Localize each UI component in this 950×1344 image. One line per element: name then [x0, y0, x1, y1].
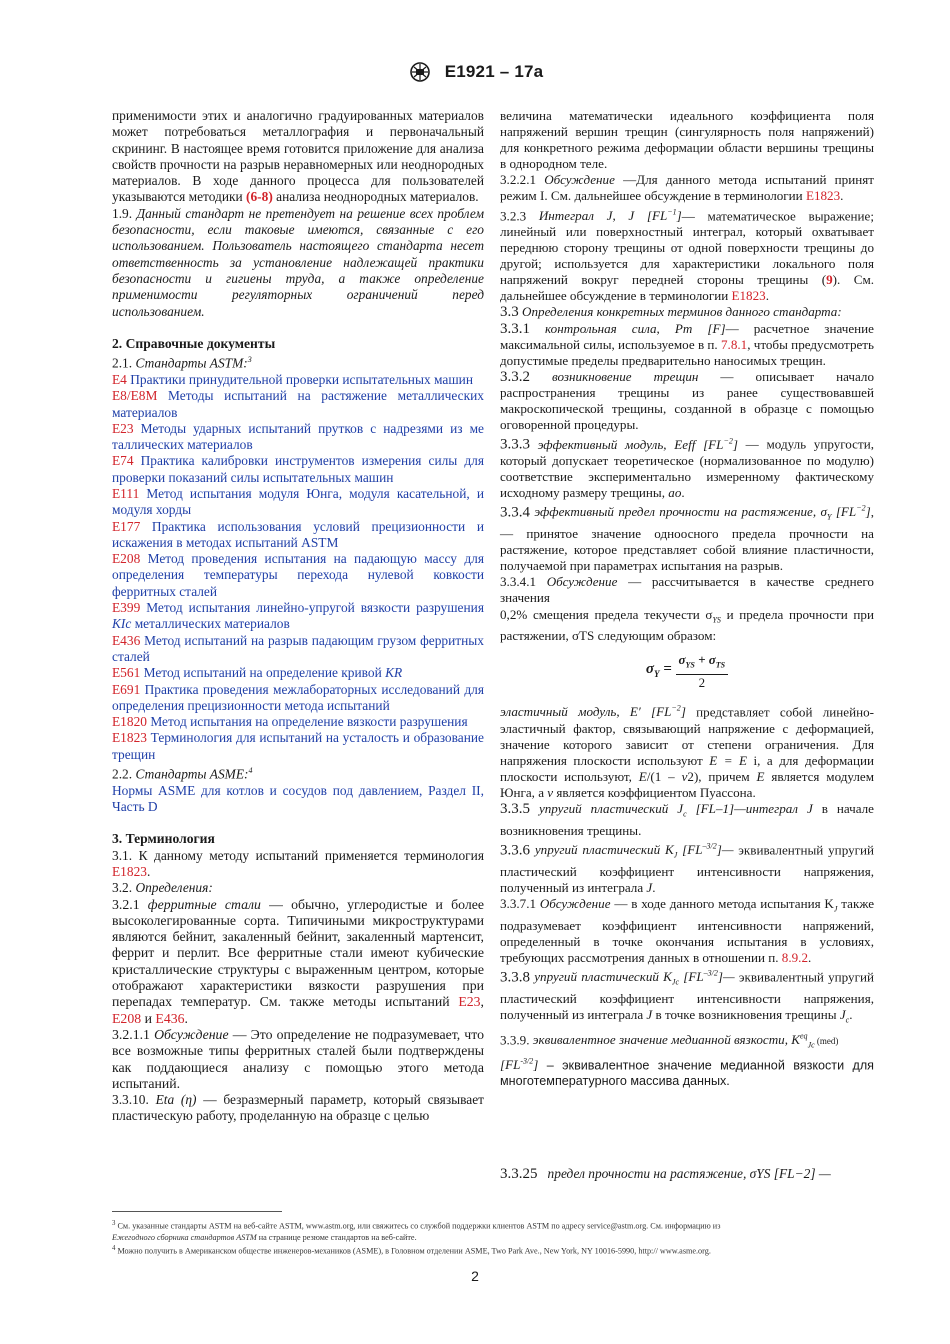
- reference-title-link[interactable]: Практики принудительной проверки испытательных машин: [126, 371, 473, 387]
- reference-item: [112, 453, 484, 486]
- subsection-2-2: 2.2. Стандарты ASME:$^4$: [112, 766, 253, 782]
- reference-code-link[interactable]: E208: [112, 551, 141, 567]
- right-column: [500, 108, 874, 1090]
- subsection-3-3: 3.3 Определения конкретных терминов данного стандарта:: [500, 304, 842, 321]
- reference-title-link[interactable]: Практика калибровки инструментов измерения силы для проверки показаний силы испытательных машин: [112, 453, 484, 485]
- footnote-3: $^3$ См. указанные стандарты ASTM на веб-сайте ASTM, www.astm.org, или свяжитесь со службой поддержки клиентов ASTM по адресу service@astm.org. См. информацию из Ежегодного сборника стандартов ASTM на странице резюме стандартов на веб-сайте.: [112, 1220, 721, 1242]
- astm-logo-icon: [407, 62, 433, 82]
- subsection-3-3-4: 3.3.4 эффективный предел прочности на растяжение, $\sigma_Y$ $[FL^{-2}]$, — принятое значение одноосного предела прочности на растяжение, которое представляет собой влияние пластичности, получаемой при параметрах испытания на разрыв.: [500, 503, 874, 574]
- citation-link[interactable]: E1823: [112, 864, 147, 879]
- citation-link[interactable]: E436: [155, 1010, 185, 1026]
- reference-title-link[interactable]: Практика использования условий прецизионности и искажения в методах испытаний ASTM: [112, 518, 484, 550]
- section-heading: 3. Терминология: [112, 831, 215, 847]
- subsection-3-3-10: 3.3.10. Eta (η) — безразмерный параметр, который связывает пластическую работу, проделанную на образце с целью: [112, 1092, 485, 1124]
- subsection-3-2-2-1: 3.2.2.1 Обсуждение —Для данного метода испытаний принят режим I. См. дальнейшее обсуждение в терминологии E1823.: [500, 172, 874, 204]
- reference-title-link[interactable]: Метод испытаний на определение кривой: [140, 665, 386, 681]
- reference-title-link[interactable]: Метод испытаний на разрыв падающим грузом ферритных сталей: [112, 632, 484, 664]
- paragraph: 0,2% смещения предела текучести $\sigma_{YS}$ и предела прочности при растяжении, σTS следующим образом:: [500, 606, 874, 644]
- asme-reference[interactable]: Нормы ASME для котлов и сосудов под давлением, Раздел II, Часть D: [112, 782, 484, 815]
- reference-list: [112, 372, 484, 763]
- reference-code-link[interactable]: E561: [112, 665, 141, 681]
- paragraph-1-9: 1.9. Данный стандарт не претендует на решение всех проблем безопасности, если таковые имеются, связанные с его использованием. Пользователь настоящего стандарта несет ответственность за установление надлежащей практики безопасности и гигиены труда, а также определение применимости регуляторных ограничений перед использованием.: [112, 205, 484, 319]
- subsection-2-1: 2.1. Стандарты ASTM:$^3$: [112, 355, 252, 371]
- reference-code-link[interactable]: E8/E8M: [112, 388, 158, 404]
- reference-code-link[interactable]: E1820: [112, 714, 147, 730]
- reference-item: [112, 665, 484, 681]
- subsection-3-2-3: 3.2.3 Интеграл J, J $[FL^{-1}]—$ математическое выражение; линейный или поверхностный интеграл, который охватывает переднюю сторону трещины от одной поверхности трещины до другой; используется для характеристики локального поля напряжений вокруг передней стороны трещины (9). См. дальнейшее обсуждение в терминологии E1823.: [500, 207, 874, 304]
- subsection-3-3-2: 3.3.2 возникновение трещин — описывает начало распространения трещины из ранее существовавшей макроскопической трещины, созданной в образце с помощью оговоренной процедуры.: [500, 368, 874, 433]
- reference-code-link[interactable]: E177: [112, 518, 141, 534]
- reference-title-link[interactable]: Метод проведения испытания на падающую массу для определения температуры перехода нулевой ковкости ферритных сталей: [112, 551, 484, 599]
- citation-link[interactable]: 8.9.2: [781, 949, 808, 965]
- reference-item: [112, 633, 484, 666]
- reference-item: [112, 551, 484, 600]
- reference-code-link[interactable]: E4: [112, 371, 127, 387]
- subsection-3-3-5: 3.3.5 упругий пластический $J_c$ [FL–1]—интеграл J в начале возникновения трещины.: [500, 801, 874, 838]
- page-number: 2: [471, 1268, 479, 1284]
- subsection-3-2-1: 3.2.1 ферритные стали — обычно, углеродистые и более высоколегированные сорта. Типичиными микроструктурами являются бейнит, закаленный бейнит, закаленный мартенсит, феррит и перлит. Все ферритные стали имеют кубические кристаллические структуры с выраженным центром, которые отображают характеристики вязкости разрушения при перепадах температур. См. также методы испытаний E23, E208 и E436.: [112, 896, 484, 1026]
- reference-title-link[interactable]: Методы испытаний на растяжение металлических материалов: [112, 388, 484, 420]
- reference-title-link[interactable]: Метод испытания линейно-упругой вязкости разрушения: [140, 600, 484, 616]
- citation-link[interactable]: E208: [112, 1010, 142, 1026]
- document-header: [0, 62, 950, 82]
- paragraph: величина математически идеального коэффициента поля напряжений вершин трещин (сингулярность поля напряжений) для конкретного режима деформации области вершины трещины в однородном теле.: [500, 108, 874, 172]
- subsection-3-2-1-1: 3.2.1.1 Обсуждение — Это определение не подразумевает, что все возможные типы ферритных сталей были подтверждены как поддающиеся анализу с помощью этого метода испытаний.: [112, 1026, 484, 1091]
- subsection-3-3-6: 3.3.6 упругий пластический $K_J$ $[FL^{-3/2}]—$ эквивалентный упругий пластический коэффициент интенсивности напряжения, полученный из интеграла J.: [500, 841, 875, 895]
- reference-title-link[interactable]: Терминология для испытаний на усталость и образование трещин: [112, 730, 484, 762]
- paragraph: применимости этих и аналогично градуированных материалов может потребоваться металлография и первоначальный скрининг. В настоящее время готовится приложение для анализа свойств прочности на разрыв неравномерных или неоднородных материалов. В ходе данного процесса для пользователей указываются методики (6-8) анализа неоднородных материалов.: [112, 108, 484, 205]
- reference-code-link[interactable]: E74: [112, 453, 134, 469]
- subsection-3-3-7-1: 3.3.7.1 Обсуждение — в ходе данного метода испытания $K_J$ также подразумевает коэффициент интенсивности напряжений, определенный в точке окончания испытания в условиях, требующих рассмотрения данных в отношении п. 8.9.2.: [500, 896, 875, 965]
- reference-code-link[interactable]: E399: [112, 600, 141, 616]
- citation-link[interactable]: (6-8): [246, 189, 273, 205]
- paragraph-elastic-modulus: эластичный модуль, E′ $[FL^{-2}]$ представляет собой линейно-эластичный фактор, связывающий напряжение с деформацией, значение которого зависит от степени ограничения. Для напряжения плоскости используют E = E i, а для деформации плоскости используют, E/(1 – v2), причем E является модулем Юнга, а v является коэффициентом Пуассона.: [500, 704, 875, 800]
- reference-item: [112, 372, 484, 388]
- citation-link[interactable]: E1823: [731, 288, 766, 304]
- left-column: [112, 108, 484, 1125]
- reference-symbol: KIc: [112, 616, 132, 632]
- standard-id: E1921 – 17a: [444, 62, 544, 81]
- reference-item: [112, 714, 484, 730]
- reference-item: [112, 730, 484, 763]
- subsection-3-3-3: 3.3.3 эффективный модуль, Eeff $[FL^{-2}]$ — модуль упругости, который допускает теоретическое (нормализованное по модулю) соответствие экспериментально измеренному фактическому исходному размеру трещины, ao.: [500, 436, 874, 500]
- citation-link[interactable]: 7.8.1: [721, 336, 748, 352]
- reference-code-link[interactable]: E23: [112, 420, 134, 436]
- citation-link[interactable]: 9: [826, 272, 833, 288]
- reference-symbol: KR: [385, 665, 403, 681]
- reference-title-link[interactable]: Метод испытания на определение вязкости разрушения: [146, 714, 468, 730]
- reference-code-link[interactable]: E1823: [112, 730, 147, 746]
- reference-title-link[interactable]: Методы ударных испытаний прутков с надрезями из ме таллических материалов: [112, 420, 484, 453]
- citation-link[interactable]: E23: [458, 994, 481, 1010]
- subsection-3-3-1: 3.3.1 контрольная сила, Pm [F]— расчетное значение максимальной силы, используемое в п. 7.8.1, чтобы предусмотреть допустимые пределы предварительно наносимых трещин.: [500, 320, 874, 368]
- reference-item: [112, 682, 484, 715]
- reference-item: [112, 421, 484, 454]
- subsection-3-3-9: 3.3.9. эквивалентное значение медианной вязкости, $K^{eq}_{Jc}$ (med) $[FL^{-3/2}]$ – эквивалентное значение медианной вязкости для многотемпературного массива данных.: [500, 1031, 874, 1089]
- footnote-4: $^4$ Можно получить в Американском обществе инженеров-механиков (ASME), в Головном отделении ASME, Two Park Ave., New York, NY 10016-5990, http:// www.asme.org.: [112, 1244, 711, 1256]
- reference-code-link[interactable]: E111: [112, 486, 140, 501]
- reference-item: [112, 486, 484, 519]
- citation-link[interactable]: E1823: [805, 188, 841, 204]
- reference-code-link[interactable]: E436: [112, 632, 141, 648]
- subsection-3-2: 3.2. Определения:: [112, 880, 213, 896]
- footnotes: [112, 1218, 872, 1256]
- reference-item: [112, 519, 484, 552]
- subsection-3-1: 3.1. К данному методу испытаний применяется терминология E1823.: [112, 847, 484, 879]
- footnote-divider: [112, 1211, 282, 1212]
- reference-item: [112, 600, 484, 633]
- subsection-3-3-25: 3.3.25 предел прочности на растяжение, σYS [FL−2] —: [500, 1166, 831, 1182]
- equation-sigma-y: $\sigma_Y$ = $\frac{\sigma_{YS} + \sigma_{TS}}{2}$: [500, 652, 874, 691]
- section-heading: 2. Справочные документы: [112, 335, 276, 351]
- reference-item: [112, 388, 484, 421]
- reference-code-link[interactable]: E691: [112, 681, 141, 697]
- subsection-3-3-4-1: 3.3.4.1 Обсуждение — рассчитывается в качестве среднего значения: [500, 574, 874, 606]
- reference-title-link[interactable]: металлических материалов: [131, 616, 290, 632]
- subsection-3-3-8: 3.3.8 упругий пластический $K_{Jc}$ $[FL^{-3/2}]—$ эквивалентный упругий пластический коэффициент интенсивности напряжения, полученный из интеграла J в точке возникновения трещины $J_c$.: [500, 969, 874, 1025]
- reference-title-link[interactable]: Метод испытания модуля Юнга, модуля касательной, и модуля хорды: [112, 486, 484, 518]
- reference-title-link[interactable]: Практика проведения межлабораторных исследований для определения прецизионности метода испытаний: [112, 681, 484, 713]
